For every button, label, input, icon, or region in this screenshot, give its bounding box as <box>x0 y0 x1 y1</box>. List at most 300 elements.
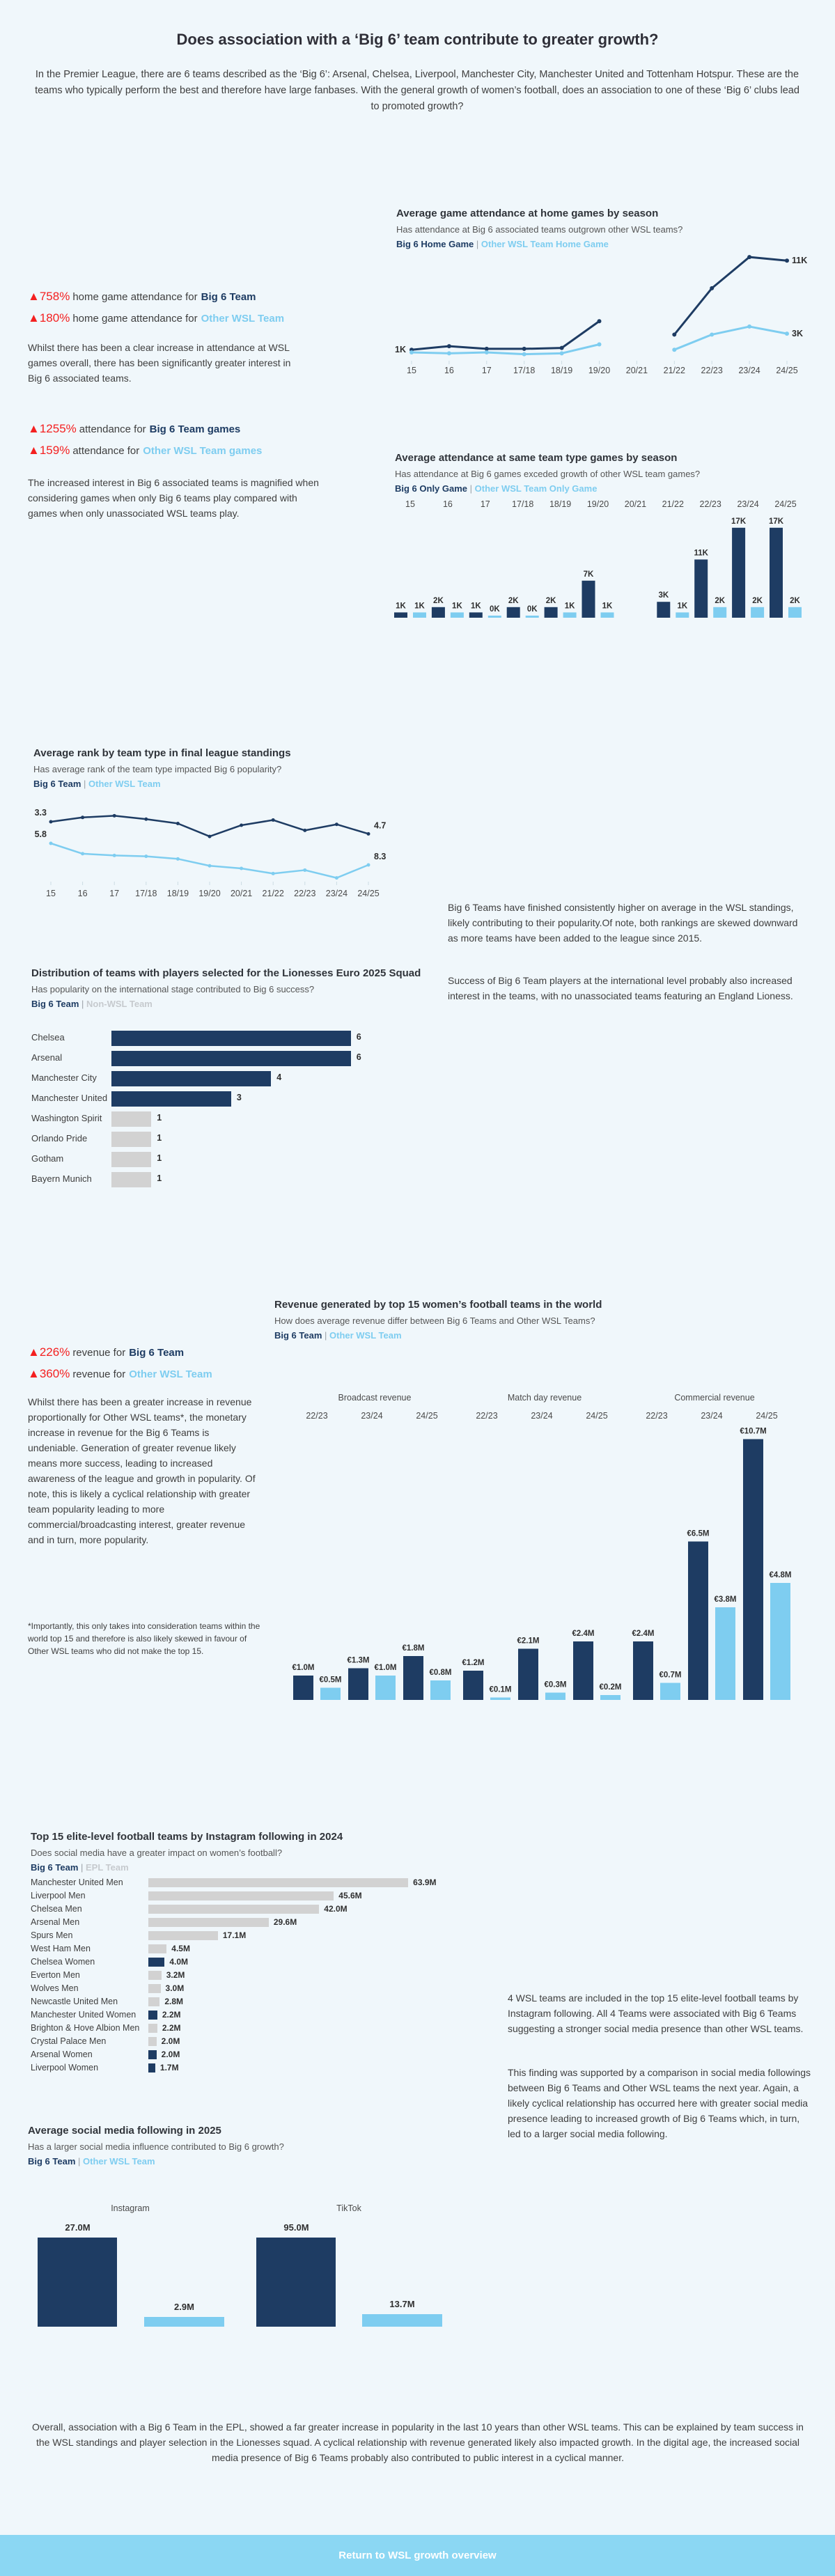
chart-label: 3K <box>792 329 803 339</box>
chart-mark[interactable] <box>394 612 407 618</box>
chart-mark[interactable] <box>447 344 451 348</box>
row-label: Chelsea Women <box>31 1957 95 1967</box>
chart-label: 22/23 <box>699 499 721 509</box>
stat-line <box>28 1367 212 1381</box>
bar-value-label: 63.9M <box>413 1878 437 1887</box>
group-label: TikTok <box>336 2203 361 2213</box>
legend-big6: Big 6 Team <box>31 1862 79 1873</box>
bar-value-label: 4.5M <box>171 1944 190 1953</box>
bar-mark[interactable] <box>148 1878 408 1887</box>
row-label: Manchester United Men <box>31 1878 123 1887</box>
chart-label: 24/25 <box>357 889 380 898</box>
chart-mark[interactable] <box>412 321 600 350</box>
bar-value-label: 1 <box>157 1113 162 1123</box>
chart-mark[interactable] <box>674 327 787 350</box>
bar-value-label: 3.2M <box>166 1970 185 1980</box>
chart-label: 2K <box>433 596 444 605</box>
row-label: Washington Spirit <box>31 1113 102 1123</box>
bar-mark[interactable] <box>111 1111 151 1127</box>
revenue-paragraph: Whilst there has been a greater increase in revenue proportionally for Other WSL teams*, the monetary increase in revenue for the Big 6 Teams is undeniable. Generation of greater revenue likely means more success, leading to increased awareness of the league and growth in popularity. Of note, this is likely a cyclical relationship with greater team popularity leading to more commercial/broadcasting interest, greater revenue and in turn, more popularity. <box>28 1396 256 1545</box>
chart-mark[interactable] <box>409 350 414 354</box>
stat-block-revenue <box>28 1345 212 1389</box>
chart-label: 1K <box>677 602 688 611</box>
row-label: Gotham <box>31 1153 64 1164</box>
chart-label: 15 <box>405 499 415 509</box>
chart-label: 2K <box>715 596 726 605</box>
chart-subtitle: Has a larger social media influence contributed to Big 6 growth? <box>28 2141 284 2152</box>
chart-mark[interactable] <box>240 866 243 870</box>
chart-mark[interactable] <box>463 1671 483 1700</box>
revenue-footnote: *Importantly, this only takes into consideration teams within the world top 15 and therefore is also likely skewed in favour of Other WSL teams who did not make the top 15. <box>28 1621 260 1656</box>
chart-subtitle: Does social media have a greater impact on women’s football? <box>31 1848 283 1858</box>
chart-mark[interactable] <box>710 332 714 336</box>
chart-label: 3K <box>658 591 669 600</box>
chart-label: 16 <box>442 499 453 509</box>
chart-label: 24/25 <box>756 1411 778 1421</box>
bar-value-label: 6 <box>356 1052 361 1062</box>
chart-subtitle: Has attendance at Big 6 games exceded growth of other WSL team games? <box>395 469 701 479</box>
chart-mark[interactable] <box>710 286 714 290</box>
legend-other: Other WSL Team <box>88 779 161 789</box>
chart-mark[interactable] <box>348 1669 368 1701</box>
chart-mark[interactable] <box>598 343 602 347</box>
bar-value-label: 2.9M <box>174 2302 194 2312</box>
chart-label: €1.0M <box>292 1664 315 1672</box>
row-label: Everton Men <box>31 1970 80 1980</box>
row-label: Chelsea <box>31 1032 65 1043</box>
social-bar-chart[interactable] <box>14 2201 474 2340</box>
stat-block-same-type <box>28 422 262 465</box>
chart-label: €2.4M <box>572 1630 595 1638</box>
chart-label: €0.3M <box>544 1680 567 1689</box>
instagram-row <box>31 2035 483 2048</box>
bar-value-label: 2.2M <box>162 2010 181 2020</box>
row-label: Manchester United Women <box>31 2010 136 2020</box>
chart-mark[interactable] <box>432 607 445 618</box>
return-overview-button[interactable]: Return to WSL growth overview <box>0 2535 835 2576</box>
chart-label: 1K <box>414 602 425 611</box>
chart-label: 15 <box>407 366 416 375</box>
instagram-row <box>31 1942 483 1956</box>
chart-mark[interactable] <box>747 325 751 329</box>
instagram-row <box>31 1969 483 1982</box>
bar-value-label: 13.7M <box>389 2299 415 2309</box>
chart-label: €1.2M <box>462 1659 485 1667</box>
chart-label: €2.4M <box>632 1630 655 1638</box>
stat-team: Big 6 Team games <box>149 423 241 435</box>
legend-big6: Big 6 Team <box>33 779 81 789</box>
bar-mark[interactable] <box>362 2314 442 2327</box>
row-label: Liverpool Women <box>31 2063 99 2072</box>
chart-mark[interactable] <box>785 258 789 263</box>
stat-percent: ▲360% <box>28 1367 70 1380</box>
legend-separator: | <box>322 1330 329 1341</box>
chart-mark[interactable] <box>320 1688 341 1701</box>
chart-label: 16 <box>444 366 454 375</box>
chart-label: 11K <box>694 549 708 558</box>
row-label: Manchester United <box>31 1093 108 1103</box>
legend-big6: Big 6 Home Game <box>396 239 474 249</box>
chart-label: 0K <box>526 605 538 614</box>
stat-text: revenue for <box>72 1368 126 1380</box>
stat-line <box>28 422 262 436</box>
chart-mark[interactable] <box>743 1439 763 1701</box>
chart-mark[interactable] <box>81 852 84 855</box>
chart-mark[interactable] <box>522 352 526 357</box>
bar-value-label: 1 <box>157 1153 162 1163</box>
bar-mark[interactable] <box>38 2238 117 2327</box>
chart-mark[interactable] <box>563 612 577 618</box>
bar-mark[interactable] <box>148 1944 166 1953</box>
bar-mark[interactable] <box>148 2063 155 2072</box>
instagram-row <box>31 1903 483 1916</box>
bar-mark[interactable] <box>111 1051 351 1066</box>
stat-text: home game attendance for <box>72 313 198 325</box>
chart-label: 17 <box>109 889 120 898</box>
lioness-row <box>31 1130 449 1150</box>
bar-mark[interactable] <box>148 1931 218 1940</box>
chart-mark[interactable] <box>176 857 180 861</box>
legend-other: Other WSL Team <box>83 2156 155 2167</box>
row-label: Newcastle United Men <box>31 1997 118 2006</box>
chart-label: 2K <box>545 596 556 605</box>
chart-label: 24/25 <box>416 1411 438 1421</box>
chart-mark[interactable] <box>51 815 368 836</box>
legend-separator: | <box>467 483 475 494</box>
chart-mark[interactable] <box>672 348 676 352</box>
chart-mark[interactable] <box>303 868 306 872</box>
chart-label: 1K <box>452 602 462 611</box>
row-label: West Ham Men <box>31 1944 91 1953</box>
chart-mark[interactable] <box>81 815 84 819</box>
section2-paragraph: The increased interest in Big 6 associated teams is magnified when considering games when only Big 6 teams play compared with games when only unassociated WSL teams play. <box>28 477 319 519</box>
chart-mark[interactable] <box>732 528 745 618</box>
bar-value-label: 17.1M <box>222 1930 247 1940</box>
legend-big6: Big 6 Only Game <box>395 483 468 494</box>
chart-mark[interactable] <box>788 607 802 618</box>
chart-mark[interactable] <box>600 1695 621 1700</box>
stat-line <box>28 1345 212 1359</box>
bar-mark[interactable] <box>256 2238 336 2327</box>
lioness-row <box>31 1109 449 1130</box>
instagram-note-1: 4 WSL teams are included in the top 15 elite-level football teams by Instagram following. All 4 Teams were associated with Big 6 Teams suggesting a stronger social media presence than other WSL teams. <box>508 1992 804 2034</box>
chart-title: Average attendance at same team type games by season <box>395 452 678 464</box>
chart-mark[interactable] <box>488 616 501 618</box>
stat-text: home game attendance for <box>72 291 198 303</box>
conclusion-text: Overall, association with a Big 6 Team in the EPL, showed a far greater increase in popularity in the last 10 years than other WSL teams. This can be explained by team success in the WSL standings and player selection in the Lionesses squad. A cyclical relationship with revenue generated likely also impacted growth. In the digital age, the increased social media presence of Big 6 Teams probably also contributed to public interest in a cyclical manner. <box>32 2421 804 2463</box>
bar-value-label: 3 <box>236 1093 242 1102</box>
chart-label: 20/21 <box>625 366 648 375</box>
chart-mark[interactable] <box>526 616 539 618</box>
chart-label: 17 <box>481 366 492 375</box>
chart-mark[interactable] <box>144 818 148 821</box>
lionesses-bar-chart[interactable] <box>31 1029 449 1192</box>
stat-percent: ▲159% <box>28 444 70 457</box>
chart-title: Top 15 elite-level football teams by Instagram following in 2024 <box>31 1831 343 1843</box>
chart-title: Distribution of teams with players selected for the Lionesses Euro 2025 Squad <box>31 967 421 979</box>
bar-mark[interactable] <box>111 1152 151 1167</box>
chart-mark[interactable] <box>660 1683 680 1701</box>
chart-mark[interactable] <box>335 822 338 826</box>
chart-mark[interactable] <box>582 581 595 618</box>
bar-mark[interactable] <box>148 1958 164 1967</box>
chart-mark[interactable] <box>713 607 726 618</box>
chart-label: €0.2M <box>599 1683 622 1692</box>
legend-epl: EPL Team <box>86 1862 129 1873</box>
row-label: Crystal Palace Men <box>31 2036 107 2046</box>
chart-mark[interactable] <box>485 350 489 354</box>
chart-label: 18/19 <box>166 889 189 898</box>
stat-team: Other WSL Team games <box>143 445 263 457</box>
intro-text: In the Premier League, there are 6 teams described as the ‘Big 6’: Arsenal, Chelsea, Liverpool, Manchester City, Manchester United and Tottenham Hotspur. These are the teams who typically perform the best and therefore have large fanbases. With the general growth of women’s football, does an association to one of these ‘Big 6’ clubs lead to promoted growth? <box>35 69 799 112</box>
chart-mark[interactable] <box>208 864 212 868</box>
chart-mark[interactable] <box>208 835 212 838</box>
chart-mark[interactable] <box>293 1676 313 1700</box>
chart-label: 23/24 <box>737 499 759 509</box>
page-title: Does association with a ‘Big 6’ team contribute to greater growth? <box>176 31 659 48</box>
chart-mark[interactable] <box>367 864 370 867</box>
chart-mark[interactable] <box>485 347 489 351</box>
stat-team: Other WSL Team <box>129 1368 212 1380</box>
chart-label: €0.5M <box>319 1676 342 1685</box>
chart-mark[interactable] <box>49 842 53 845</box>
chart-mark[interactable] <box>413 612 426 618</box>
attendance-line-chart[interactable] <box>366 244 825 390</box>
chart-mark[interactable] <box>303 829 306 832</box>
chart-title: Average social media following in 2025 <box>28 2125 221 2137</box>
chart-mark[interactable] <box>694 559 708 618</box>
stat-text: attendance for <box>72 445 140 457</box>
chart-label: 23/24 <box>361 1411 383 1421</box>
chart-mark[interactable] <box>672 332 676 336</box>
bar-value-label: 2.0M <box>161 2050 180 2059</box>
legend-big6: Big 6 Team <box>31 999 79 1009</box>
bar-value-label: 6 <box>356 1032 361 1042</box>
chart-mark[interactable] <box>403 1656 423 1700</box>
bar-mark[interactable] <box>144 2317 224 2327</box>
chart-mark[interactable] <box>113 814 116 818</box>
bar-value-label: 95.0M <box>283 2222 309 2233</box>
chart-mark[interactable] <box>633 1641 653 1700</box>
chart-mark[interactable] <box>272 818 275 822</box>
bar-mark[interactable] <box>148 1905 319 1914</box>
bar-value-label: 45.6M <box>338 1891 362 1900</box>
chart-label: 1K <box>395 345 406 355</box>
bar-mark[interactable] <box>148 1891 334 1900</box>
instagram-row <box>31 1916 483 1929</box>
bar-mark[interactable] <box>148 2037 157 2046</box>
instagram-note-2: This finding was supported by a comparison in social media followings between Big 6 Teams and Other WSL teams the next year. Again, a likely cyclical relationship has occurred here with greater social media presence leading to increased growth of Big 6 Teams which, in turn, led to a larger social media following. <box>508 2067 811 2139</box>
legend-other: Other WSL Team Only Game <box>474 483 598 494</box>
row-label: Brighton & Hove Albion Men <box>31 2023 140 2033</box>
bar-mark[interactable] <box>111 1132 151 1147</box>
chart-label: 8.3 <box>374 852 387 861</box>
chart-mark[interactable] <box>715 1607 735 1700</box>
row-label: Chelsea Men <box>31 1904 82 1914</box>
chart-label: 22/23 <box>294 889 316 898</box>
chart-label: 17 <box>480 499 490 509</box>
stat-line <box>28 311 284 325</box>
legend-other: Other WSL Team Home Game <box>481 239 609 249</box>
chart-legend <box>31 999 421 1009</box>
row-label: Orlando Pride <box>31 1133 88 1143</box>
chart-label: 15 <box>46 889 56 898</box>
chart-mark[interactable] <box>144 854 148 858</box>
instagram-row <box>31 2022 483 2035</box>
chart-mark[interactable] <box>522 347 526 351</box>
chart-mark[interactable] <box>447 351 451 355</box>
chart-mark[interactable] <box>375 1676 396 1700</box>
chart-mark[interactable] <box>367 832 370 836</box>
attendance-chart-header <box>396 207 821 249</box>
chart-mark[interactable] <box>560 346 564 350</box>
chart-mark[interactable] <box>560 351 564 355</box>
bar-mark[interactable] <box>111 1091 231 1107</box>
stat-percent: ▲180% <box>28 311 70 325</box>
instagram-row <box>31 1929 483 1942</box>
chart-mark[interactable] <box>51 843 368 878</box>
bar-mark[interactable] <box>148 2024 157 2033</box>
chart-mark[interactable] <box>785 331 789 336</box>
chart-label: Broadcast revenue <box>338 1393 412 1403</box>
rank-chart-header <box>33 747 396 789</box>
lioness-row <box>31 1089 449 1109</box>
chart-label: 22/23 <box>476 1411 498 1421</box>
chart-label: €2.1M <box>517 1637 540 1646</box>
chart-mark[interactable] <box>335 876 338 880</box>
bar-mark[interactable] <box>148 1997 159 2006</box>
row-label: Wolves Men <box>31 1983 79 1993</box>
chart-mark[interactable] <box>545 607 558 618</box>
chart-mark[interactable] <box>657 602 670 618</box>
chart-mark[interactable] <box>430 1680 451 1700</box>
stat-team: Big 6 Team <box>129 1347 185 1359</box>
chart-subtitle: How does average revenue differ between Big 6 Teams and Other WSL Teams? <box>274 1316 595 1326</box>
chart-mark[interactable] <box>598 319 602 323</box>
legend-other: Other WSL Team <box>329 1330 402 1341</box>
chart-label: 2K <box>790 596 800 605</box>
instagram-row <box>31 2061 483 2075</box>
stat-percent: ▲758% <box>28 290 70 303</box>
lioness-row <box>31 1049 449 1069</box>
legend-separator: | <box>474 239 481 249</box>
bar-mark[interactable] <box>111 1172 151 1187</box>
rank-note-1: Big 6 Teams have finished consistently higher on average in the WSL standings, likely contributing to their popularity.Of note, both rankings are skewed downward as more teams have been added to the league since 2015. <box>448 902 798 944</box>
chart-mark[interactable] <box>272 872 275 875</box>
chart-mark[interactable] <box>747 255 751 259</box>
row-label: Spurs Men <box>31 1930 73 1940</box>
chart-mark[interactable] <box>688 1542 708 1701</box>
social-chart-header <box>28 2124 418 2167</box>
revenue-bar-chart[interactable] <box>279 1389 808 1706</box>
chart-mark[interactable] <box>674 257 787 334</box>
chart-label: 19/20 <box>588 366 611 375</box>
chart-label: 22/23 <box>646 1411 668 1421</box>
bar-value-label: 2.8M <box>164 1997 184 2006</box>
chart-mark[interactable] <box>469 612 483 618</box>
stat-percent: ▲226% <box>28 1345 70 1359</box>
bar-value-label: 4 <box>276 1072 282 1082</box>
chart-label: 1K <box>564 602 575 611</box>
row-label: Manchester City <box>31 1072 97 1083</box>
instagram-row <box>31 1876 483 1889</box>
stat-text: attendance for <box>79 423 146 435</box>
bar-value-label: 42.0M <box>324 1904 348 1914</box>
chart-label: 16 <box>77 889 88 898</box>
stat-line <box>28 444 262 458</box>
chart-mark[interactable] <box>451 612 464 618</box>
row-label: Arsenal <box>31 1052 63 1063</box>
chart-legend <box>31 1862 421 1873</box>
bar-mark[interactable] <box>111 1031 351 1046</box>
instagram-row <box>31 2008 483 2022</box>
instagram-chart-header <box>31 1830 421 1873</box>
chart-mark[interactable] <box>770 528 783 618</box>
chart-mark[interactable] <box>545 1693 565 1701</box>
rank-line-chart[interactable] <box>14 794 432 909</box>
chart-mark[interactable] <box>176 822 180 825</box>
chart-mark[interactable] <box>507 607 520 618</box>
chart-label: €6.5M <box>687 1529 710 1538</box>
bar-mark[interactable] <box>148 1984 161 1993</box>
bar-value-label: 3.0M <box>165 1983 185 1993</box>
section1-paragraph: Whilst there has been a clear increase in attendance at WSL games overall, there has been significantly greater interest in Big 6 associated teams. <box>28 342 291 384</box>
chart-mark[interactable] <box>676 612 689 618</box>
chart-label: 17/18 <box>513 366 536 375</box>
chart-legend <box>395 483 820 494</box>
bar-mark[interactable] <box>148 2050 157 2059</box>
chart-mark[interactable] <box>751 607 764 618</box>
bar-mark[interactable] <box>111 1071 271 1086</box>
chart-label: €4.8M <box>769 1571 792 1579</box>
chart-label: €1.3M <box>347 1656 370 1665</box>
legend-separator: | <box>81 779 88 789</box>
same-type-bar-chart[interactable] <box>376 494 835 627</box>
chart-mark[interactable] <box>573 1641 593 1700</box>
chart-label: 24/25 <box>586 1411 608 1421</box>
chart-mark[interactable] <box>240 823 243 827</box>
same-type-chart-header <box>395 451 820 494</box>
chart-label: 23/24 <box>531 1411 553 1421</box>
chart-label: €0.7M <box>659 1671 682 1680</box>
chart-subtitle: Has attendance at Big 6 associated teams outgrown other WSL teams? <box>396 224 683 235</box>
chart-label: Match day revenue <box>507 1393 582 1403</box>
chart-label: €1.0M <box>374 1664 397 1672</box>
chart-label: 11K <box>792 256 808 266</box>
chart-label: €0.8M <box>429 1669 452 1677</box>
bar-mark[interactable] <box>148 1918 269 1927</box>
chart-mark[interactable] <box>518 1649 538 1701</box>
bar-mark[interactable] <box>148 2011 157 2020</box>
chart-mark[interactable] <box>113 854 116 857</box>
chart-mark[interactable] <box>490 1698 510 1701</box>
bar-value-label: 1.7M <box>159 2063 179 2072</box>
chart-mark[interactable] <box>601 612 614 618</box>
chart-label: 24/25 <box>774 499 797 509</box>
chart-mark[interactable] <box>770 1583 790 1700</box>
chart-label: 1K <box>396 602 406 611</box>
row-label: Liverpool Men <box>31 1891 86 1900</box>
chart-label: 4.7 <box>374 820 387 831</box>
lionesses-chart-header <box>31 967 421 1009</box>
legend-separator: | <box>79 999 86 1009</box>
instagram-bar-chart[interactable] <box>31 1876 483 2078</box>
chart-mark[interactable] <box>49 820 53 824</box>
bar-mark[interactable] <box>148 1971 162 1980</box>
bar-value-label: 2.2M <box>162 2023 181 2033</box>
row-label: Arsenal Women <box>31 2050 93 2059</box>
chart-label: 19/20 <box>586 499 609 509</box>
